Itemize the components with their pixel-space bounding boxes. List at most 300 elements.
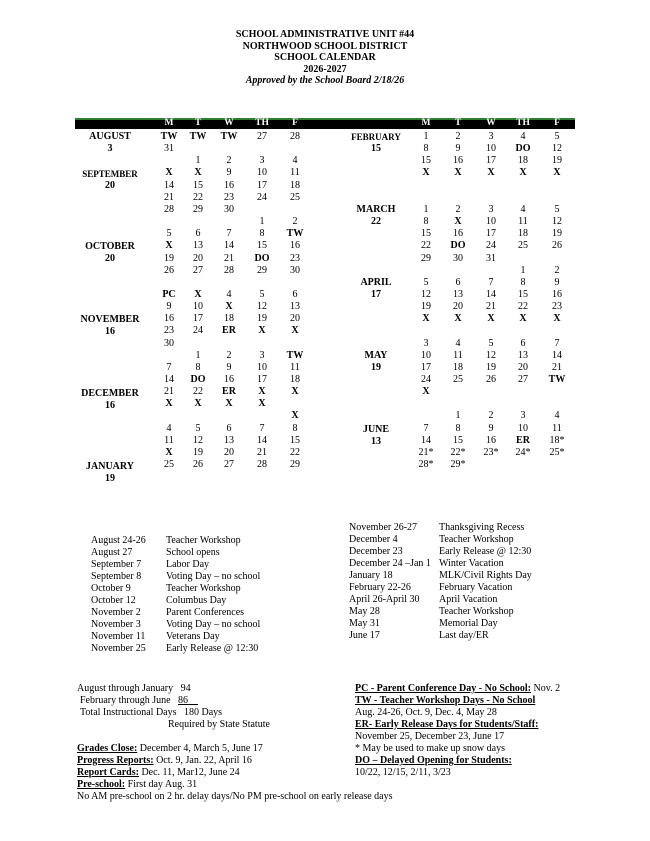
calendar-day-cell: X (519, 167, 527, 179)
calendar-day-cell: 6 (292, 288, 298, 300)
preschool-value: First day Aug. 31 (127, 779, 198, 790)
calendar-day-cell: 1 (195, 155, 201, 167)
calendar-day-cell: 1 (423, 203, 429, 215)
calendar-day-cell: 23 (164, 325, 174, 337)
calendar-day-cell: TW (220, 131, 238, 142)
calendar-day-cell: 1 (195, 349, 201, 361)
event-date: August 27 (91, 547, 133, 558)
calendar-day-cell: 29 (421, 252, 431, 264)
calendar-day-cell: 28* (418, 459, 434, 471)
calendar-day-cell: 15 (453, 434, 463, 446)
calendar-day-cell: 9 (554, 276, 560, 288)
summary-total (80, 707, 222, 719)
calendar-day-cell: 10 (486, 216, 496, 228)
calendar-day-cell: 2 (455, 203, 461, 215)
calendar-day-cell: 30 (290, 264, 300, 276)
calendar-day-cell: X (422, 313, 430, 325)
month-may: MAY (364, 350, 388, 361)
calendar-day-cell: 27 (518, 374, 528, 385)
legend-er-dates: November 25, December 23, June 17 (355, 731, 505, 742)
calendar-day-cell: 4 (554, 410, 560, 422)
calendar-day-cell: 10 (421, 349, 431, 361)
calendar-day-cell: 20 (518, 361, 528, 373)
grades-close-value: December 4, March 5, June 17 (139, 743, 263, 754)
calendar-day-cell: 3 (488, 131, 494, 142)
calendar-day-cell: X (194, 398, 202, 410)
legend-snow-note: * May be used to make up snow days (355, 743, 505, 754)
calendar-day-cell: 12 (421, 288, 431, 300)
preschool-label: Pre-school: (77, 779, 126, 790)
summary-aug-jan (77, 683, 191, 695)
calendar-day-cell: 11 (552, 422, 562, 434)
summary-total-label: Total Instructional Days (80, 707, 177, 718)
calendar-day-cell: 21 (224, 252, 234, 264)
calendar-day-cell: 8 (292, 422, 298, 434)
event-date: November 3 (91, 619, 141, 630)
calendar-day-cell: TW (286, 349, 304, 361)
legend-tw-dates: Aug. 24-26, Oct. 9, Dec. 4, May 28 (355, 707, 497, 718)
event-description: Thanksgiving Recess (439, 522, 525, 533)
calendar-day-cell: 13 (290, 301, 300, 313)
event-date: May 28 (349, 606, 380, 617)
calendar-day-cell: 30 (164, 337, 174, 349)
calendar-day-cell: 14 (486, 288, 496, 300)
calendar-day-cell: 15 (421, 155, 431, 167)
event-date: December 23 (349, 546, 403, 557)
calendar-day-cell: 12 (486, 349, 496, 361)
summary-aug-jan-label: August through January (77, 683, 174, 694)
day-header-right-m: M (421, 118, 431, 128)
calendar-day-cell: 22* (450, 446, 466, 458)
calendar-day-cell: 5 (554, 131, 560, 142)
preschool-note: No AM pre-school on 2 hr. delay days/No PM pre-school on early release days (77, 791, 393, 802)
event-description: Memorial Day (439, 618, 498, 629)
calendar-day-cell: 20 (224, 446, 234, 458)
legend-pc-label: PC - Parent Conference Day - No School: (355, 683, 531, 694)
calendar-day-cell: 27 (224, 459, 234, 471)
calendar-day-cell: TW (189, 131, 207, 142)
calendar-day-cell: X (165, 240, 173, 252)
calendar-day-cell: 7 (166, 361, 172, 373)
days-count-august: 3 (107, 143, 113, 154)
calendar-day-cell: 18 (224, 313, 234, 325)
event-description: Teacher Workshop (439, 606, 514, 617)
calendar-day-cell: 15 (518, 288, 528, 300)
calendar-day-cell: 31 (486, 252, 496, 264)
calendar-day-cell: X (165, 398, 173, 410)
summary-aug-jan-value: 94 (180, 683, 191, 694)
event-description: Last day/ER (439, 630, 489, 641)
calendar-day-cell: 27 (257, 131, 267, 142)
calendar-day-cell: 10 (193, 301, 203, 313)
day-header-left-w: W (224, 118, 234, 128)
summary-required: Required by State Statute (168, 719, 270, 730)
progress-reports (77, 755, 252, 767)
calendar-day-cell: 29 (193, 203, 203, 215)
event-description: Labor Day (166, 559, 210, 570)
calendar-day-cell: 28 (290, 131, 300, 142)
calendar-day-cell: 14 (164, 374, 174, 385)
approval-note: Approved by the School Board 2/18/26 (245, 75, 405, 86)
calendar-day-cell: 2 (455, 131, 461, 142)
calendar-day-cell: X (165, 446, 173, 458)
calendar-day-cell: 21* (418, 446, 434, 458)
calendar-day-cell: 21 (164, 191, 174, 203)
calendar-day-cell: 14 (421, 434, 431, 446)
event-date: December 4 (349, 534, 398, 545)
calendar-day-cell: X (422, 167, 430, 179)
calendar-day-cell: ER (222, 325, 236, 337)
calendar-day-cell: ER (222, 386, 236, 398)
calendar-day-cell: 12 (193, 434, 203, 446)
calendar-day-cell: DO (515, 143, 531, 155)
calendar-day-cell: PC (162, 288, 176, 300)
event-description: MLK/Civil Rights Day (439, 570, 532, 581)
event-date: September 8 (91, 571, 142, 582)
legend-er-label: ER- Early Release Days for Students/Staff: (355, 719, 539, 730)
calendar-day-cell: 8 (423, 143, 429, 155)
header-line-1: SCHOOL ADMINISTRATIVE UNIT #44 (235, 29, 415, 40)
event-date: August 24-26 (91, 535, 146, 546)
calendar-day-cell: 28 (164, 203, 174, 215)
calendar-day-cell: 15 (421, 228, 431, 240)
day-header-right-t: T (454, 118, 462, 128)
calendar-day-cell: TW (548, 374, 566, 385)
calendar-day-cell: 2 (226, 155, 232, 167)
summary-feb-jun (80, 695, 198, 707)
calendar-day-cell: 1 (520, 264, 526, 276)
calendar-day-cell: 3 (423, 337, 429, 349)
event-date: October 9 (91, 583, 131, 594)
calendar-day-cell: 17 (257, 179, 267, 191)
month-november: NOVEMBER (80, 314, 140, 325)
event-description: Voting Day – no school (166, 571, 261, 582)
calendar-day-cell: 13 (518, 349, 528, 361)
calendar-day-cell: 19 (421, 301, 431, 313)
calendar-day-cell: 19 (164, 252, 174, 264)
day-header-left-f: F (292, 118, 298, 128)
day-header-right-w: W (486, 118, 496, 128)
calendar-day-cell: 4 (520, 203, 526, 215)
calendar-day-cell: DO (190, 374, 206, 385)
grades-close (77, 743, 263, 755)
event-date: October 12 (91, 595, 136, 606)
calendar-day-cell: 5 (554, 203, 560, 215)
progress-reports-value: Oct. 9, Jan. 22, April 16 (156, 755, 252, 766)
calendar-day-cell: X (553, 167, 561, 179)
calendar-day-cell: 16 (224, 374, 234, 385)
calendar-day-cell: 25 (518, 240, 528, 252)
calendar-day-cell: 20 (290, 313, 300, 325)
days-count-september: 20 (105, 180, 115, 191)
calendar-day-cell: 3 (259, 349, 265, 361)
calendar-day-cell: DO (254, 252, 270, 264)
calendar-day-cell: 7 (554, 337, 560, 349)
calendar-day-cell: 9 (226, 167, 232, 179)
calendar-day-cell: 24 (421, 374, 431, 385)
event-description: Columbus Day (166, 595, 227, 606)
calendar-day-cell: X (258, 398, 266, 410)
legend-tw-label: TW - Teacher Workshop Days - No School (355, 695, 536, 706)
day-header-left-m: M (164, 118, 174, 128)
calendar-day-cell: X (165, 167, 173, 179)
event-description: April Vacation (439, 594, 498, 605)
report-cards (77, 767, 240, 779)
calendar-day-cell: 19 (552, 228, 562, 240)
calendar-day-cell: 18 (518, 228, 528, 240)
calendar-day-cell: 1 (259, 216, 265, 228)
calendar-day-cell: 21 (552, 361, 562, 373)
calendar-day-cell: 14 (257, 434, 267, 446)
calendar-day-cell: 9 (488, 422, 494, 434)
event-date: September 7 (91, 559, 142, 570)
calendar-day-cell: 22 (421, 240, 431, 252)
calendar-day-cell: 24 (257, 191, 267, 203)
calendar-day-cell: 23* (483, 446, 499, 458)
event-description: February Vacation (439, 582, 513, 593)
calendar-day-cell: 8 (423, 216, 429, 228)
days-count-january: 19 (105, 473, 115, 484)
calendar-day-cell: 11 (164, 434, 174, 446)
calendar-day-cell: 10 (518, 422, 528, 434)
calendar-day-cell: 17 (421, 361, 431, 373)
calendar-day-cell: X (291, 386, 299, 398)
calendar-day-cell: 24 (486, 240, 496, 252)
days-count-november: 16 (105, 326, 115, 337)
calendar-day-cell: 7 (488, 276, 494, 288)
event-date: November 25 (91, 643, 146, 654)
calendar-day-cell: 9 (166, 301, 172, 313)
calendar-day-cell: 16 (224, 179, 234, 191)
calendar-day-cell: X (454, 313, 462, 325)
summary-feb-jun-value: 86 (178, 695, 189, 706)
event-date: November 26-27 (349, 522, 418, 533)
calendar-day-cell: 14 (164, 179, 174, 191)
calendar-day-cell: 5 (423, 276, 429, 288)
event-date: December 24 –Jan 1 (349, 558, 431, 569)
month-april: APRIL (360, 277, 392, 288)
calendar-day-cell: 4 (226, 288, 232, 300)
calendar-day-cell: 26 (552, 240, 562, 252)
calendar-day-cell: 11 (518, 216, 528, 228)
calendar-day-cell: 8 (520, 276, 526, 288)
month-august: AUGUST (89, 131, 131, 142)
calendar-day-cell: X (258, 325, 266, 337)
calendar-day-cell: 24 (193, 325, 203, 337)
calendar-day-cell: 11 (453, 349, 463, 361)
calendar-day-cell: 4 (292, 155, 298, 167)
calendar-day-cell: X (258, 386, 266, 398)
summary-total-value: 180 Days (184, 707, 223, 718)
event-description: Voting Day – no school (166, 619, 261, 630)
calendar-day-cell: X (454, 167, 462, 179)
calendar-day-cell: 7 (259, 422, 265, 434)
month-january: JANUARY (86, 461, 134, 472)
calendar-day-cell: 30 (453, 252, 463, 264)
calendar-day-cell: 3 (259, 155, 265, 167)
month-october: OCTOBER (85, 241, 135, 252)
calendar-day-cell: 13 (193, 240, 203, 252)
calendar-day-cell: 23 (552, 301, 562, 313)
days-count-june: 13 (371, 436, 381, 447)
event-date: November 2 (91, 607, 141, 618)
calendar-day-cell: X (225, 398, 233, 410)
event-description: School opens (166, 547, 220, 558)
event-description: Early Release @ 12:30 (166, 643, 259, 654)
header-line-2: NORTHWOOD SCHOOL DISTRICT (242, 40, 408, 52)
calendar-day-cell: 16 (552, 288, 562, 300)
calendar-day-cell: 10 (257, 361, 267, 373)
calendar-day-cell: 24* (515, 446, 531, 458)
calendar-day-cell: 18 (518, 155, 528, 167)
calendar-day-cell: 14 (552, 349, 562, 361)
days-count-march: 22 (371, 216, 381, 227)
event-date: June 17 (349, 630, 380, 641)
calendar-day-cell: 28 (224, 264, 234, 276)
calendar-day-cell: 16 (453, 155, 463, 167)
preschool (77, 779, 197, 791)
calendar-day-cell: 20 (453, 301, 463, 313)
event-date: November 11 (91, 631, 146, 642)
month-september: SEPTEMBER (82, 169, 138, 179)
calendar-day-cell: 15 (290, 434, 300, 446)
calendar-day-cell: 7 (226, 228, 232, 240)
event-description: Teacher Workshop (439, 534, 514, 545)
calendar-day-cell: 23 (290, 252, 300, 264)
calendar-day-cell: 17 (486, 228, 496, 240)
calendar-day-cell: 15 (257, 240, 267, 252)
days-count-december: 16 (105, 400, 115, 411)
calendar-day-cell: 2 (554, 264, 560, 276)
calendar-day-cell: 16 (164, 313, 174, 325)
calendar-day-cell: X (194, 288, 202, 300)
calendar-day-cell: 8 (455, 422, 461, 434)
grades-close-label: Grades Close: (77, 743, 138, 754)
report-cards-value: Dec. 11, Mar12, June 24 (141, 767, 240, 778)
calendar-day-cell: X (553, 313, 561, 325)
calendar-day-cell: 4 (455, 337, 461, 349)
calendar-day-cell: 22 (518, 301, 528, 313)
days-count-april: 17 (371, 289, 381, 300)
calendar-day-cell: 6 (455, 276, 461, 288)
calendar-day-cell: 16 (486, 434, 496, 446)
event-date: May 31 (349, 618, 380, 629)
calendar-day-cell: 28 (257, 459, 267, 471)
legend-do-label: DO – Delayed Opening for Students: (355, 755, 512, 766)
calendar-day-cell: 26 (486, 374, 496, 385)
calendar-day-cell: 21 (164, 386, 174, 398)
calendar-day-cell: X (454, 216, 462, 228)
calendar-day-cell: 2 (488, 410, 494, 422)
month-june: JUNE (362, 424, 390, 435)
calendar-day-cell: 12 (552, 216, 562, 228)
calendar-day-cell: 9 (455, 143, 461, 155)
calendar-day-cell: 11 (290, 167, 300, 179)
calendar-day-cell: 14 (224, 240, 234, 252)
event-description: Veterans Day (166, 631, 220, 642)
calendar-day-cell: 5 (195, 422, 201, 434)
progress-reports-label: Progress Reports: (77, 755, 154, 766)
calendar-day-cell: 4 (166, 422, 172, 434)
calendar-day-cell: 18 (290, 179, 300, 191)
day-header-left-th: TH (255, 118, 269, 128)
calendar-day-cell: 20 (193, 252, 203, 264)
days-count-may: 19 (371, 362, 381, 373)
calendar-day-cell: 31 (164, 143, 174, 155)
calendar-day-cell: 16 (453, 228, 463, 240)
calendar-day-cell: 7 (423, 422, 429, 434)
calendar-day-cell: 3 (488, 203, 494, 215)
calendar-day-cell: X (422, 386, 430, 398)
event-description: Early Release @ 12:30 (439, 546, 532, 557)
month-february: FEBRUARY (351, 132, 401, 142)
calendar-day-cell: 4 (520, 131, 526, 142)
event-date: January 18 (349, 570, 393, 581)
header-line-3: SCHOOL CALENDAR (274, 52, 376, 63)
calendar-day-cell: 18 (290, 374, 300, 385)
event-description: Winter Vacation (439, 558, 504, 569)
calendar-day-cell: 5 (488, 337, 494, 349)
calendar-day-cell: 17 (486, 155, 496, 167)
calendar-day-cell: 22 (290, 446, 300, 458)
calendar-day-cell: X (194, 167, 202, 179)
calendar-day-cell: 1 (423, 131, 429, 142)
event-description: Parent Conferences (166, 607, 245, 618)
calendar-day-cell: 29 (290, 459, 300, 471)
calendar-day-cell: 5 (259, 288, 265, 300)
event-date: April 26-April 30 (349, 594, 420, 605)
calendar-day-cell: 25 (164, 459, 174, 471)
calendar-day-cell: 25* (549, 446, 565, 458)
calendar-day-cell: 22 (193, 191, 203, 203)
calendar-day-cell: 6 (226, 422, 232, 434)
calendar-day-cell: X (487, 167, 495, 179)
calendar-day-cell: 15 (193, 179, 203, 191)
calendar-day-cell: 6 (520, 337, 526, 349)
calendar-header (0, 29, 650, 87)
calendar-day-cell: 22 (193, 386, 203, 398)
calendar-day-cell: TW (286, 228, 304, 240)
calendar-day-cell: 6 (195, 228, 201, 240)
legend-pc (355, 683, 560, 695)
event-description: Teacher Workshop (166, 583, 241, 594)
calendar-day-cell: 30 (224, 203, 234, 215)
calendar-day-cell: DO (450, 240, 466, 252)
days-count-october: 20 (105, 253, 115, 264)
calendar-day-cell: 2 (292, 216, 298, 228)
calendar-day-cell: 5 (166, 228, 172, 240)
legend-do-dates: 10/22, 12/15, 2/11, 3/23 (355, 767, 451, 778)
day-header-left-t: T (194, 118, 202, 128)
calendar-day-cell: 18 (453, 361, 463, 373)
calendar-day-cell: 12 (257, 301, 267, 313)
days-count-february: 15 (371, 143, 381, 154)
calendar-day-cell: 16 (290, 240, 300, 252)
calendar-day-cell: 9 (226, 361, 232, 373)
month-march: MARCH (356, 204, 396, 215)
calendar-day-cell: 21 (486, 301, 496, 313)
calendar-day-cell: 8 (259, 228, 265, 240)
calendar-day-cell: 8 (195, 361, 201, 373)
calendar-day-cell: 1 (455, 410, 461, 422)
calendar-day-cell: 23 (224, 191, 234, 203)
event-description: Teacher Workshop (166, 535, 241, 546)
calendar-day-cell: 19 (486, 361, 496, 373)
calendar-day-cell: 10 (257, 167, 267, 179)
calendar-day-cell: X (519, 313, 527, 325)
calendar-day-cell: 17 (257, 374, 267, 385)
calendar-day-cell: 25 (290, 191, 300, 203)
